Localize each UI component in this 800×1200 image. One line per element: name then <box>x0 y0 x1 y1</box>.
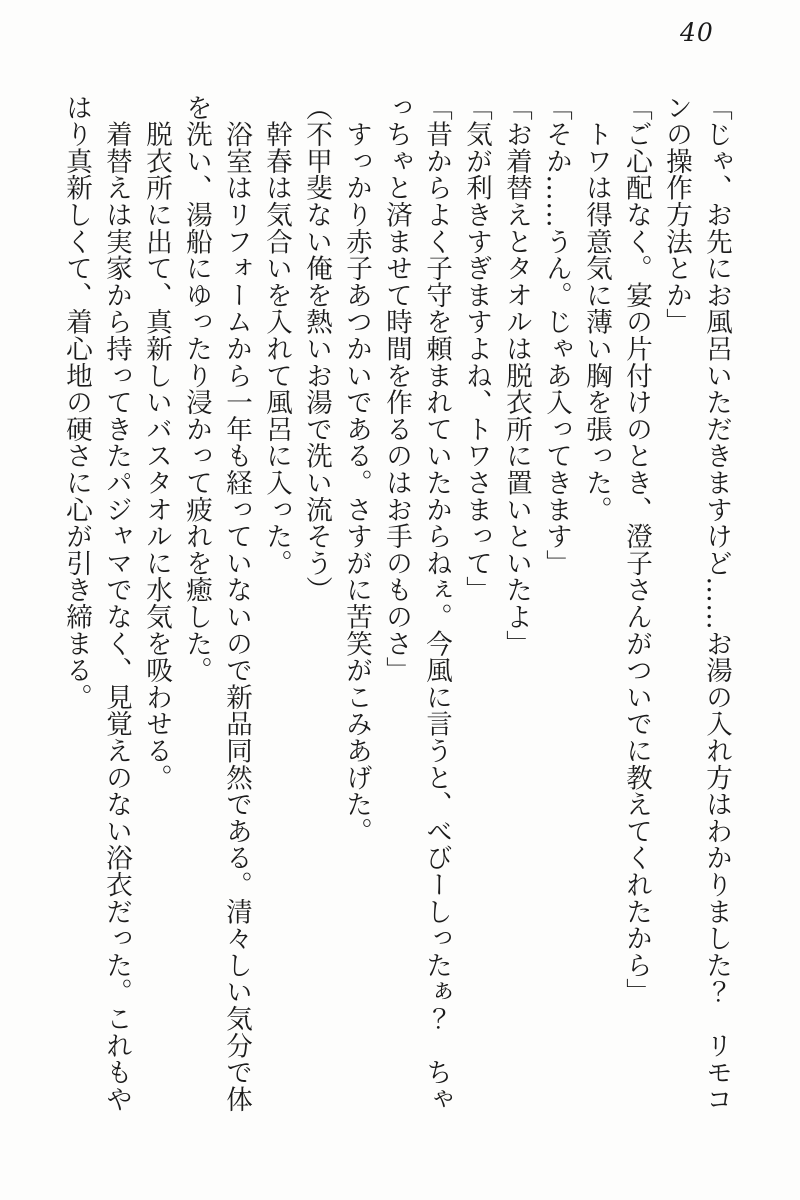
text-line: 脱衣所に出て、真新しいバスタオルに水気を吸わせる。 <box>141 94 172 791</box>
text-line: を洗い、湯船にゆったり浸かって疲れを癒した。 <box>181 94 212 684</box>
text-line: 「そか……うん。じゃあ入ってきます」 <box>541 94 572 577</box>
text-line: 「昔からよく子守を頼まれていたからねぇ。今風に言うと、べびーしったぁ？ ちゃ <box>421 94 452 1113</box>
text-line: 「じゃ、お先にお風呂いただきますけど……お湯の入れ方はわかりました？ リモコ <box>701 94 732 1113</box>
text-line: 「お着替えとタオルは脱衣所に置いといたよ」 <box>501 94 532 657</box>
text-line: 「ご心配なく。宴の片付けのとき、澄子さんがついでに教えてくれたから」 <box>621 94 652 1006</box>
text-line: すっかり赤子あつかいである。さすがに苦笑がこみあげた。 <box>341 94 372 845</box>
text-line: トワは得意気に薄い胸を張った。 <box>581 94 612 523</box>
text-line: はり真新しくて、着心地の硬さに心が引き締まる。 <box>61 94 92 711</box>
page-number: 40 <box>680 18 714 47</box>
text-line: 幹春は気合いを入れて風呂に入った。 <box>261 94 292 577</box>
text-line: 「気が利きすぎますよね、トワさまって」 <box>461 94 492 604</box>
text-line: っちゃと済ませて時間を作るのはお手のものさ」 <box>381 94 412 684</box>
text-line: （不甲斐ない俺を熱いお湯で洗い流そう） <box>301 94 332 604</box>
text-block <box>56 94 736 1126</box>
text-line: 浴室はリフォームから一年も経っていないので新品同然である。清々しい気分で体 <box>221 94 252 1113</box>
text-line: ンの操作方法とか」 <box>661 94 692 336</box>
text-line: 着替えは実家から持ってきたパジャマでなく、見覚えのない浴衣だった。これもや <box>101 94 132 1113</box>
